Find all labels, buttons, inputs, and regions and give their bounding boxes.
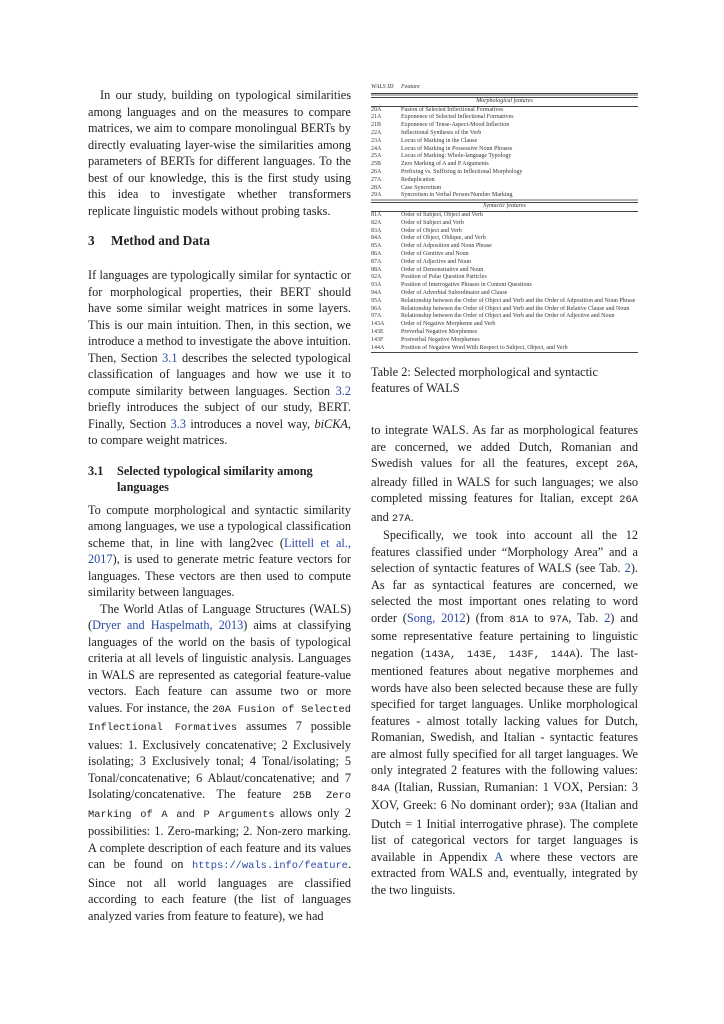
wals-id-cell: 20A bbox=[371, 106, 382, 113]
syntactic-rows bbox=[371, 212, 638, 352]
wals-id-cell: 143E bbox=[371, 328, 384, 335]
subsection-title: Selected typological similarity among languages bbox=[117, 463, 313, 494]
section-title: Method and Data bbox=[111, 233, 210, 248]
table-row bbox=[371, 337, 638, 345]
wals-url-link[interactable]: https://wals.info/feature bbox=[192, 860, 348, 872]
column-header-feature: Feature bbox=[401, 84, 420, 90]
feature-cell: Postverbal Negative Morphemes bbox=[401, 336, 480, 343]
wals-id-cell: 143A bbox=[371, 321, 385, 328]
feature-cell: Order of Adverbial Subordinator and Clause bbox=[401, 289, 508, 296]
section-link-3-3[interactable]: 3.3 bbox=[170, 416, 187, 431]
table-row bbox=[371, 220, 638, 228]
section-link-3-1[interactable]: 3.1 bbox=[162, 350, 178, 365]
feature-cell: Relationship between the Order of Object and Verb and the Order of Adposition and Noun Phrase bbox=[401, 297, 636, 304]
morphological-rows bbox=[371, 107, 638, 201]
feature-cell: Zero Marking of A and P Arguments bbox=[401, 161, 489, 168]
table-row bbox=[371, 345, 638, 353]
table-row bbox=[371, 243, 638, 251]
similarity-paragraph: To compute morphological and syntactic similarity among languages, we use a typological classification scheme that, in line with lang2vec (Littell et al., 2017), is used to generate metric feature vectors for languages. These vectors are then used to compute similarity between languages. bbox=[88, 502, 351, 599]
wals-id-cell: 83A bbox=[371, 227, 382, 234]
wals-id-cell: 85A bbox=[371, 243, 382, 250]
table-header bbox=[371, 84, 638, 94]
wals-id-cell: 95A bbox=[371, 297, 382, 304]
wals-id-cell: 81A bbox=[371, 211, 382, 218]
feature-cell: Order of Subject and Verb bbox=[401, 219, 464, 226]
feature-cell: Inflectional Synthesis of the Verb bbox=[401, 129, 482, 136]
wals-id-cell: 97A bbox=[371, 313, 382, 320]
table-link[interactable]: 2 bbox=[604, 610, 611, 625]
wals-id-cell: 87A bbox=[371, 258, 382, 265]
wals-id-cell: 94A bbox=[371, 289, 382, 296]
feature-cell: Relationship between the Order of Object and Verb and the Order of Adjective and Noun bbox=[401, 313, 615, 320]
wals-id-cell: 24A bbox=[371, 145, 382, 152]
feature-cell: Order of Adjective and Noun bbox=[401, 258, 471, 265]
method-paragraph: If languages are typologically similar for syntactic or for morphological properties, their BERT should have some similar weight matrices in some layers. This is our main intuition. Then, in this section, we introduce a method to investigate the above intuition. Then, Section 3.1 describes the selected typological classification of languages and how we use it to compute similarity between languages. Section 3.2 briefly introduces the subject of our study, BERT. Finally, Section 3.3 introduces a novel way, biCKA, to compare weight matrices. bbox=[88, 268, 351, 447]
feature-cell: Order of Object, Oblique, and Verb bbox=[401, 235, 486, 242]
feature-code-25b: 25B Zero Marking of A and P Arguments bbox=[88, 790, 351, 821]
feature-cell: Locus of Marking: Whole-language Typology bbox=[401, 153, 512, 160]
table-bottom-rule bbox=[371, 352, 638, 353]
table-row bbox=[371, 298, 638, 306]
wals-id-cell: 96A bbox=[371, 305, 382, 312]
left-column bbox=[88, 87, 351, 924]
feature-cell: Order of Negative Morpheme and Verb bbox=[401, 321, 496, 328]
feature-code: 84A bbox=[371, 782, 390, 795]
feature-cell: Locus of Marking in the Clause bbox=[401, 137, 478, 144]
table-row bbox=[371, 161, 638, 169]
wals-id-cell: 82A bbox=[371, 219, 382, 226]
table-row bbox=[371, 313, 638, 321]
wals-id-cell: 92A bbox=[371, 274, 382, 281]
wals-id-cell: 28A bbox=[371, 184, 382, 191]
feature-code: 143A, 143E, 143F, 144A bbox=[425, 648, 576, 661]
wals-id-cell: 143F bbox=[371, 336, 384, 343]
bicka-term: biCKA bbox=[314, 416, 348, 431]
feature-code: 26A bbox=[619, 494, 638, 507]
table-row bbox=[371, 274, 638, 282]
table-row bbox=[371, 290, 638, 298]
wals-id-cell: 21B bbox=[371, 122, 382, 129]
wals-id-cell: 22A bbox=[371, 129, 382, 136]
wals-id-cell: 25A bbox=[371, 153, 382, 160]
feature-cell: Reduplication bbox=[401, 176, 435, 183]
subsection-3-1-heading bbox=[88, 463, 351, 495]
table-link[interactable]: 2 bbox=[624, 561, 631, 576]
wals-id-cell: 23A bbox=[371, 137, 382, 144]
section-number: 3 bbox=[88, 233, 95, 248]
wals-id-cell: 29A bbox=[371, 192, 382, 199]
feature-code-20a: 20A Fusion of Selected Inflectional Formatives bbox=[88, 703, 351, 734]
feature-code: 93A bbox=[557, 801, 577, 814]
feature-cell: Syncretism in Verbal Person/Number Marking bbox=[401, 192, 513, 199]
intro-paragraph: In our study, building on typological similarities among languages and on the measures to compare matrices, we aim to compare monolingual BERTs by directly evaluating layer-wise the similarities among parameters of BERTs for different languages. To the best of our knowledge, this is the first study using this idea to investigate whether transformers replicate linguistic models without probing tasks. bbox=[88, 88, 351, 218]
table-row bbox=[371, 235, 638, 243]
feature-cell: Prefixing vs. Suffixing in Inflectional Morphology bbox=[401, 168, 523, 175]
table-group-morphological: Morphological features bbox=[371, 97, 638, 107]
subsection-number: 3.1 bbox=[88, 463, 104, 478]
section-3-heading bbox=[88, 233, 351, 249]
table-row bbox=[371, 122, 638, 130]
feature-cell: Exponence of Tense-Aspect-Mood Inflection bbox=[401, 122, 510, 129]
table-row bbox=[371, 212, 638, 220]
wals-id-cell: 26A bbox=[371, 168, 382, 175]
selection-paragraph: Specifically, we took into account all the 12 features classified under “Morphology Area” and a selection of syntactic features of WALS (see Tab. 2). As far as syntactical features are concerned, we selected the most important ones relating to word order (Song, 2012) (from 81A to 97A, Tab. 2) and some representative feature pertaining to linguistic negation (143A, 143E, 143F, 144A). The last-mentioned features about negative morphemes and words have also been selected because these are fully specified for target languages. Unlike morphological features - almost totally lacking values for Dutch, Romanian, Swedish, and Italian - syntactic features are almost fully specified for all target languages. We only integrated 2 features with the following values: 84A (Italian, Russian, Rumanian: 1 VOX, Persian: 3 XOV, Greek: 6 No dominant order); 93A (Italian and Dutch = 1 Initial interrogative phrase). The complete list of categorical vectors for target languages is available in Appendix A where these vectors are extracted from WALS and, eventually, integrated by the two linguists. bbox=[371, 528, 639, 897]
feature-cell: Locus of Marking in Possessive Noun Phrases bbox=[401, 145, 513, 152]
table-row bbox=[371, 329, 638, 337]
feature-cell: Fusion of Selected Inflectional Formatives bbox=[401, 106, 504, 113]
feature-cell: Preverbal Negative Morphemes bbox=[401, 328, 478, 335]
feature-cell: Order of Genitive and Noun bbox=[401, 250, 469, 257]
feature-code: 26A bbox=[616, 459, 635, 472]
wals-id-cell: 144A bbox=[371, 344, 385, 351]
wals-id-cell: 21A bbox=[371, 114, 382, 121]
table-row bbox=[371, 192, 638, 200]
column-header-id: WALS ID bbox=[371, 84, 394, 90]
table-row bbox=[371, 130, 638, 138]
table-row bbox=[371, 138, 638, 146]
table-row bbox=[371, 282, 638, 290]
table-caption: Table 2: Selected morphological and syntactic features of WALS bbox=[371, 365, 598, 395]
table-row bbox=[371, 177, 638, 185]
feature-cell: Order of Object and Verb bbox=[401, 227, 462, 234]
wals-id-cell: 88A bbox=[371, 266, 382, 273]
feature-cell: Exponence of Selected Inflectional Formatives bbox=[401, 114, 514, 121]
citation-song[interactable]: Song, 2012 bbox=[406, 610, 466, 625]
right-body bbox=[371, 422, 638, 898]
table-row bbox=[371, 153, 638, 161]
feature-cell: Case Syncretism bbox=[401, 184, 442, 191]
feature-code: 27A bbox=[391, 512, 411, 525]
citation-littell[interactable]: Littell et al., 2017 bbox=[88, 535, 351, 566]
feature-cell: Order of Demonstrative and Noun bbox=[401, 266, 484, 273]
wals-features-table bbox=[371, 84, 638, 353]
table-row bbox=[371, 169, 638, 177]
table-row bbox=[371, 321, 638, 329]
right-column bbox=[371, 84, 638, 898]
feature-code: 81A bbox=[509, 613, 529, 626]
appendix-link[interactable]: A bbox=[494, 849, 503, 864]
feature-cell: Order of Subject, Object and Verb bbox=[401, 211, 483, 218]
feature-cell: Position of Negative Word With Respect to Subject, Object, and Verb bbox=[401, 344, 568, 351]
wals-id-cell: 84A bbox=[371, 235, 382, 242]
integration-paragraph: to integrate WALS. As far as morphological features are concerned, we added Dutch, Romanian and Swedish values for all the features, except 26A, already filled in WALS for such languages; we also completed missing features for Italian, except 26A and 27A. bbox=[371, 423, 638, 525]
table-group-syntactic: Syntactic features bbox=[371, 202, 638, 212]
feature-code: 97A bbox=[549, 613, 569, 626]
table-row bbox=[371, 185, 638, 193]
table-row bbox=[371, 259, 638, 267]
feature-cell: Position of Polar Question Particles bbox=[401, 274, 487, 281]
section-link-3-2[interactable]: 3.2 bbox=[335, 383, 351, 398]
wals-id-cell: 27A bbox=[371, 176, 382, 183]
citation-dryer[interactable]: Dryer and Haspelmath, 2013 bbox=[92, 618, 244, 632]
table-row bbox=[371, 251, 638, 259]
wals-paragraph: The World Atlas of Language Structures (WALS) (Dryer and Haspelmath, 2013) aims at classifying languages of the world on the basis of typological criteria at all levels of linguistic analysis. Languages in WALS are represented as categorial feature-value vectors. Each feature can assume two or more values. For instance, the 20A Fusion of Selected Inflectional Formatives assumes 7 possible values: 1. Exclusively concatenative; 2 Exclusively isolating; 3 Exclusively tonal; 4 Tonal/isolating; 5 Tonal/concatenative; 6 Ablaut/concatenative; and 7 Isolating/concatenative. The feature 25B Zero Marking of A and P Arguments allows only 2 possibilities: 1. Zero-marking; 2. Non-zero marking. A complete description of each feature and its values can be found on https://wals.info/feature. Since not all world languages are classified according to each feature (the list of languages analyzed varies from feature to feature), we had bbox=[88, 601, 352, 923]
wals-id-cell: 93A bbox=[371, 282, 382, 289]
feature-cell: Relationship between the Order of Object and Verb and the Order of Relative Clause and Noun bbox=[401, 305, 630, 312]
wals-id-cell: 86A bbox=[371, 250, 382, 257]
feature-cell: Order of Adposition and Noun Phrase bbox=[401, 243, 492, 250]
wals-id-cell: 25B bbox=[371, 161, 382, 168]
feature-cell: Position of Interrogative Phrases in Content Questions bbox=[401, 282, 532, 289]
